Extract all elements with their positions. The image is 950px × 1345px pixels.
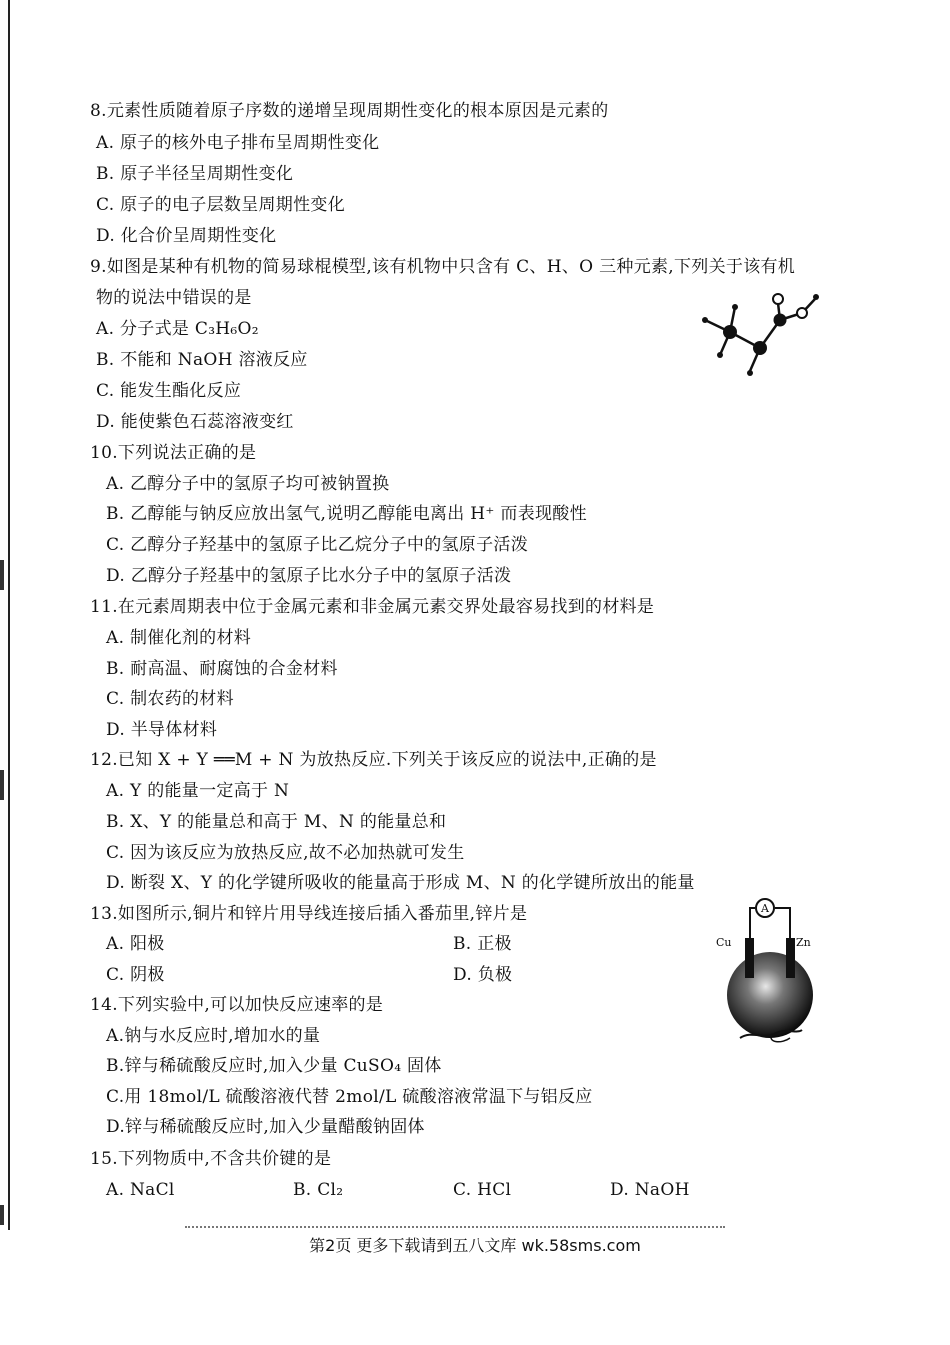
- copper-label: Cu: [716, 936, 732, 949]
- question-13-option-d: D. 负极: [453, 965, 513, 985]
- question-9-option-b: B. 不能和 NaOH 溶液反应: [96, 350, 308, 370]
- question-15-option-d: D. NaOH: [610, 1180, 690, 1200]
- question-11-stem: 11.在元素周期表中位于金属元素和非金属元素交界处最容易找到的材料是: [90, 597, 655, 617]
- question-14-option-b: B.锌与稀硫酸反应时,加入少量 CuSO₄ 固体: [106, 1056, 442, 1076]
- scan-edge-mark: [0, 1205, 4, 1225]
- question-9-stem-continued: 物的说法中错误的是: [96, 288, 252, 308]
- question-10-option-b: B. 乙醇能与钠反应放出氢气,说明乙醇能电离出 H⁺ 而表现酸性: [106, 504, 587, 524]
- question-15-option-b: B. Cl₂: [293, 1180, 344, 1200]
- page-border: [8, 0, 10, 1230]
- question-12-option-b: B. X、Y 的能量总和高于 M、N 的能量总和: [106, 812, 447, 832]
- question-15-option-c: C. HCl: [453, 1180, 512, 1200]
- question-9-option-c: C. 能发生酯化反应: [96, 381, 242, 401]
- question-8-option-c: C. 原子的电子层数呈周期性变化: [96, 195, 346, 215]
- ball-and-stick-model-figure: [690, 285, 830, 385]
- question-9-stem: 9.如图是某种有机物的简易球棍模型,该有机物中只含有 C、H、O 三种元素,下列关于该有机: [90, 257, 796, 277]
- question-8-option-b: B. 原子半径呈周期性变化: [96, 164, 294, 184]
- question-11-option-c: C. 制农药的材料: [106, 689, 234, 709]
- question-8-option-a: A. 原子的核外电子排布呈周期性变化: [96, 133, 380, 153]
- question-14-option-a: A.钠与水反应时,增加水的量: [106, 1026, 321, 1046]
- question-13-option-b: B. 正极: [453, 934, 512, 954]
- question-12-stem: 12.已知 X + Y ══M + N 为放热反应.下列关于该反应的说法中,正确的是: [90, 750, 657, 770]
- zinc-label: Zn: [796, 936, 811, 949]
- question-10-option-c: C. 乙醇分子羟基中的氢原子比乙烷分子中的氢原子活泼: [106, 535, 529, 555]
- question-13-stem: 13.如图所示,铜片和锌片用导线连接后插入番茄里,锌片是: [90, 904, 528, 924]
- question-14-option-d: D.锌与稀硫酸反应时,加入少量醋酸钠固体: [106, 1117, 425, 1137]
- page-footer: 第2页 更多下载请到五八文库 wk.58sms.com: [309, 1236, 641, 1255]
- question-14-option-c: C.用 18mol/L 硫酸溶液代替 2mol/L 硫酸溶液常温下与铝反应: [106, 1087, 593, 1107]
- question-13-option-c: C. 阴极: [106, 965, 165, 985]
- question-12-option-c: C. 因为该反应为放热反应,故不必加热就可发生: [106, 843, 465, 863]
- question-10-stem: 10.下列说法正确的是: [90, 443, 257, 463]
- question-11-option-a: A. 制催化剂的材料: [106, 628, 252, 648]
- question-8-option-d: D. 化合价呈周期性变化: [96, 226, 277, 246]
- question-12-option-a: A. Y 的能量一定高于 N: [106, 781, 290, 801]
- question-13-option-a: A. 阳极: [106, 934, 165, 954]
- question-15-option-a: A. NaCl: [106, 1180, 175, 1200]
- tomato-cell-figure: [712, 898, 832, 1048]
- question-9-option-d: D. 能使紫色石蕊溶液变红: [96, 412, 294, 432]
- question-14-stem: 14.下列实验中,可以加快反应速率的是: [90, 995, 384, 1015]
- question-15-stem: 15.下列物质中,不含共价键的是: [90, 1149, 332, 1169]
- question-12-option-d: D. 断裂 X、Y 的化学键所吸收的能量高于形成 M、N 的化学键所放出的能量: [106, 873, 695, 893]
- question-11-option-b: B. 耐高温、耐腐蚀的合金材料: [106, 659, 338, 679]
- scan-edge-mark: [0, 560, 4, 590]
- question-8-stem: 8.元素性质随着原子序数的递增呈现周期性变化的根本原因是元素的: [90, 101, 609, 121]
- question-9-option-a: A. 分子式是 C₃H₆O₂: [96, 319, 259, 339]
- question-10-option-d: D. 乙醇分子羟基中的氢原子比水分子中的氢原子活泼: [106, 566, 512, 586]
- ammeter-label: A: [761, 902, 769, 915]
- scan-edge-mark: [0, 770, 4, 800]
- question-11-option-d: D. 半导体材料: [106, 720, 218, 740]
- question-10-option-a: A. 乙醇分子中的氢原子均可被钠置换: [106, 474, 390, 494]
